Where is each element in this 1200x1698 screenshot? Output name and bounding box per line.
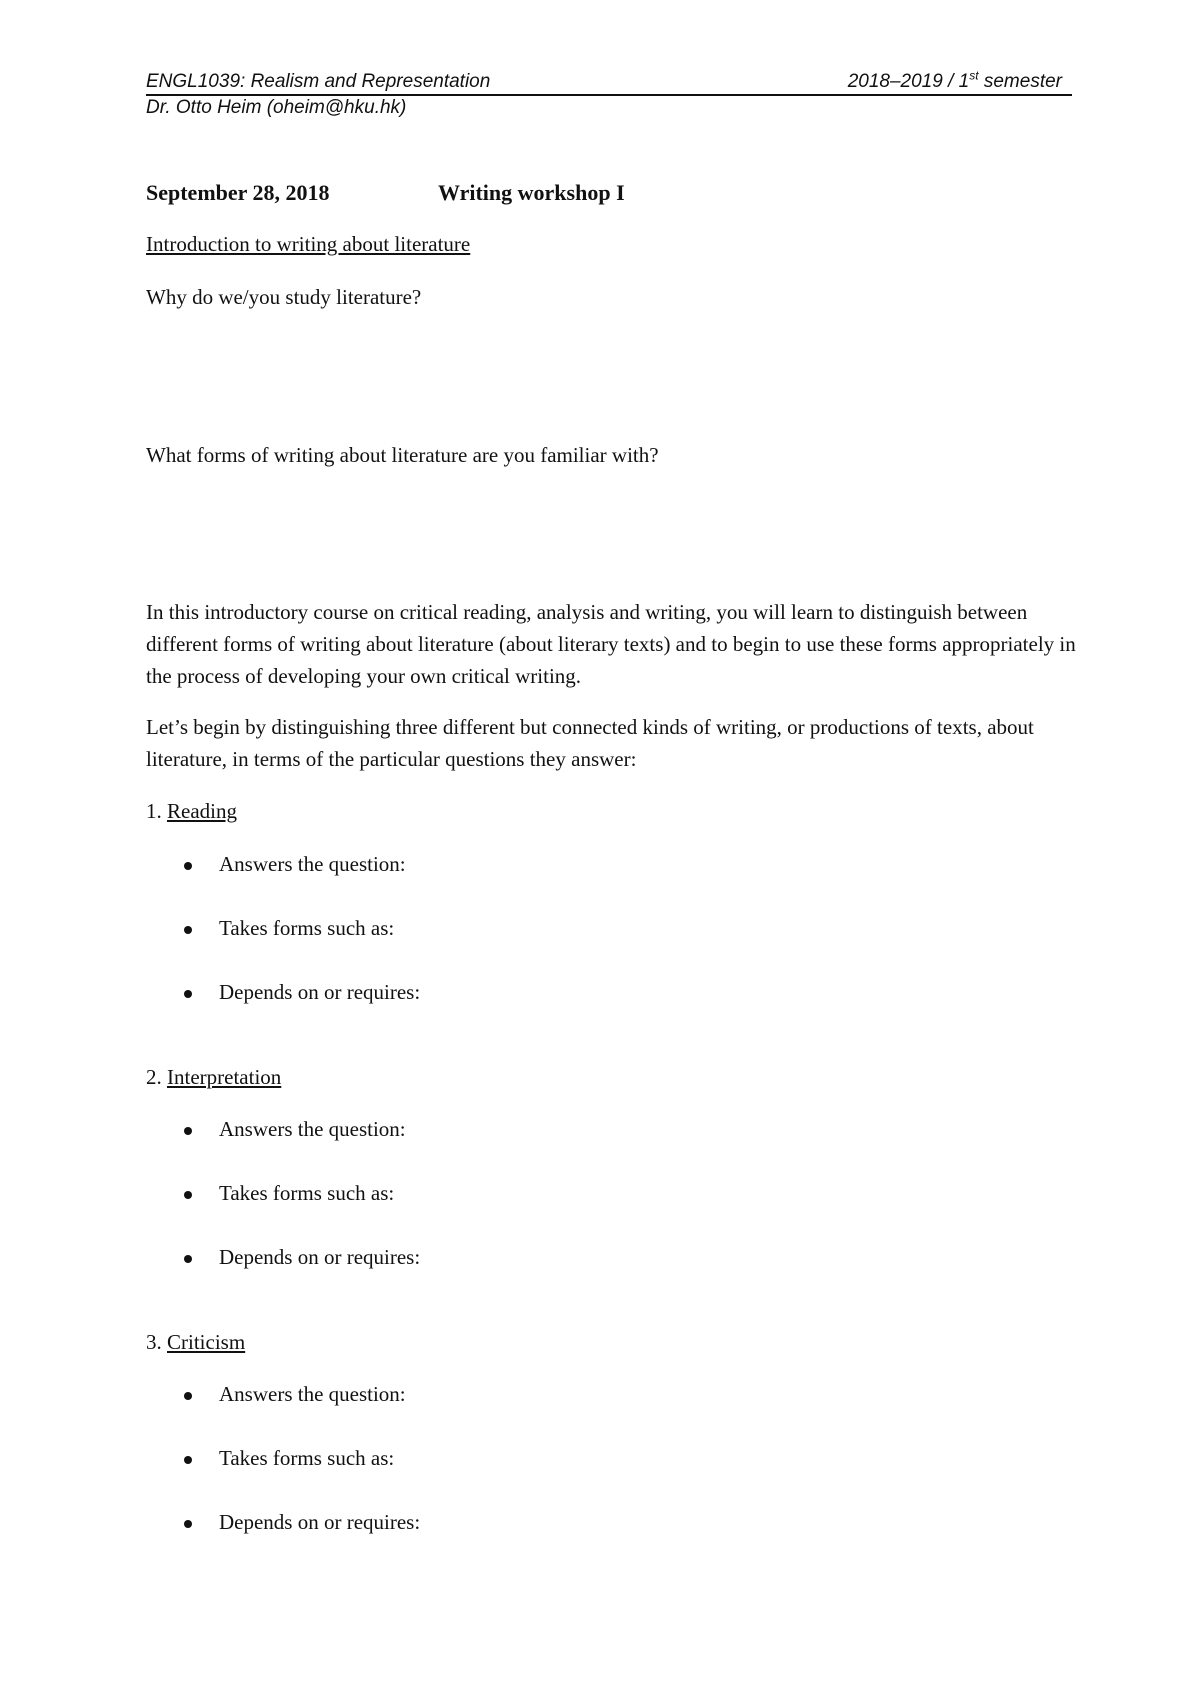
- header-top-line: [146, 70, 1072, 96]
- section-interpretation-heading: 2. Interpretation: [146, 1065, 282, 1089]
- page-header: [146, 70, 1072, 120]
- distinguish-paragraph: Let’s begin by distinguishing three different but connected kinds of writing, or productions of texts, about literature, in terms of the particular questions they answer:: [146, 715, 1034, 771]
- question-forms-of-writing: What forms of writing about literature are you familiar with?: [146, 443, 659, 467]
- intro-paragraph: In this introductory course on critical reading, analysis and writing, you will learn to distinguish between different forms of writing about literature (about literary texts) and to begin to use these forms appropriately in the process of developing your own critical writing.: [146, 600, 1076, 688]
- bullet-icon: [184, 1255, 192, 1263]
- section-reading-heading: 1. Reading: [146, 799, 237, 823]
- question-why-study: Why do we/you study literature?: [146, 285, 422, 309]
- section-criticism-heading: 3. Criticism: [146, 1330, 246, 1354]
- bullet-icon: [184, 926, 192, 934]
- section-label: Criticism: [167, 1330, 246, 1354]
- term-label: 2018–2019 / 1st semester: [847, 68, 1062, 92]
- bullet-icon: [184, 1191, 192, 1199]
- document-page: ENGL1039: Realism and Representation 2018–2019 / 1st semester Dr. Otto Heim (oheim@hku.hk) September 28, 2018 Writing workshop I Introduction to writing about literature Why do we/you study literature? What forms of writing about literature are you familiar with? In this introductory course on critical reading, analysis and writing, you will learn to distinguish between different forms of writing about literature (about literary texts) and to begin to use these forms appropriately in the process of developing your own critical writing. Let’s begin by distinguishing three different but connected kinds of writing, or productions of texts, about literature, in terms of the particular questions they answer: 1. Reading Answers the question: Takes forms such as: Depends on or requires: 2. Interpretation Answers the question: Takes forms such as: Depends on or requires: 3. Criticism Answers the question: Takes forms such as: Depends on or requires:: [146, 68, 1076, 1534]
- title-date: September 28, 2018: [146, 180, 330, 205]
- bullet-icon: [184, 1127, 192, 1135]
- bullet-icon: [184, 862, 192, 870]
- section-label: Reading: [167, 799, 237, 823]
- title-workshop: Writing workshop I: [438, 180, 625, 205]
- section-label: Interpretation: [167, 1065, 282, 1089]
- bullet-icon: [184, 1456, 192, 1464]
- bullet-icon: [184, 990, 192, 998]
- instructor-line: Dr. Otto Heim (oheim@hku.hk): [146, 97, 407, 118]
- bullet-icon: [184, 1520, 192, 1528]
- intro-heading: Introduction to writing about literature: [146, 232, 471, 256]
- course-title: ENGL1039: Realism and Representation: [146, 71, 491, 92]
- bullet-icon: [184, 1392, 192, 1400]
